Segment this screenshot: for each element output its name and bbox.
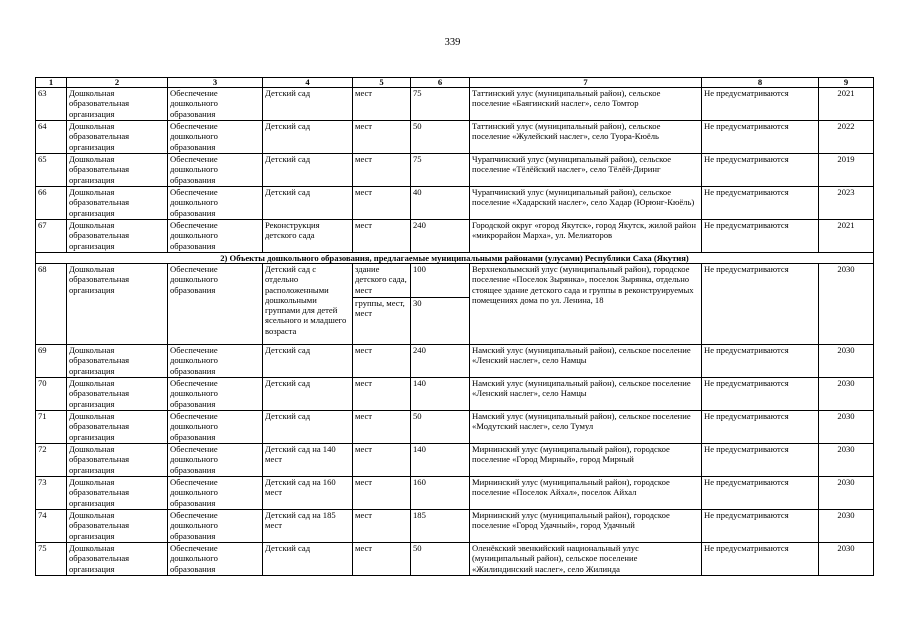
cell-text: мест: [355, 543, 373, 553]
cell-unit: [353, 477, 411, 510]
cell-text: 2030: [837, 444, 855, 454]
cell-implementation-year: [819, 411, 874, 444]
cell-text: Детский сад: [265, 187, 311, 197]
cell-object-name: [263, 220, 353, 253]
cell-text: Дошкольная образовательная организация: [69, 154, 130, 185]
cell-implementation-year: [819, 121, 874, 154]
cell-object-name: [263, 378, 353, 411]
cell-text: Детский сад на 140 мест: [265, 444, 336, 465]
column-header: 7: [470, 78, 702, 88]
cell-object-purpose: [168, 411, 263, 444]
cell-restricted-zones: [702, 510, 819, 543]
cell-capacity: [411, 264, 470, 345]
column-header: 4: [263, 78, 353, 88]
table-row: [36, 187, 874, 220]
cell-object-name: [263, 88, 353, 121]
table-row: [36, 378, 874, 411]
cell-object-type: [67, 187, 168, 220]
cell-text: Дошкольная образовательная организация: [69, 187, 130, 218]
cell-object-type: [67, 88, 168, 121]
cell-text: 69: [38, 345, 47, 355]
cell-object-name: [263, 154, 353, 187]
cell-text: мест: [355, 220, 373, 230]
cell-row-number: [36, 378, 67, 411]
cell-text: мест: [355, 121, 373, 131]
cell-text: 2022: [837, 121, 855, 131]
cell-row-number: 68: [36, 264, 67, 345]
cell-unit: [353, 264, 411, 345]
cell-capacity: [411, 411, 470, 444]
cell-location: [470, 88, 702, 121]
cell-text: 140: [413, 444, 426, 454]
cell-unit: [353, 345, 411, 378]
cell-text: Дошкольная образовательная организация: [69, 510, 130, 541]
cell-text: Оленёкский эвенкийский национальный улус (муниципальный район), сельское поселение «Жилиндинский наслег», село Жилинда: [472, 543, 639, 574]
cell-location: [470, 510, 702, 543]
cell-text: 50: [413, 543, 422, 553]
cell-text: Дошкольная образовательная организация: [69, 411, 130, 442]
cell-text: Обеспечение дошкольного образования: [170, 444, 218, 475]
section-row: [36, 253, 874, 264]
cell-restricted-zones: [702, 411, 819, 444]
cell-text: 2030: [837, 378, 855, 388]
cell-object-purpose: [168, 345, 263, 378]
cell-object-purpose: [168, 220, 263, 253]
cell-object-name: [263, 264, 353, 345]
cell-text: Не предусматриваются: [704, 88, 789, 98]
cell-restricted-zones: [702, 220, 819, 253]
cell-text: 2030: [837, 411, 855, 421]
cell-text: 2030: [837, 345, 855, 355]
cell-location: [470, 220, 702, 253]
cell-capacity: [411, 220, 470, 253]
column-header: 1: [36, 78, 67, 88]
cell-unit: [353, 187, 411, 220]
cell-row-number: [36, 154, 67, 187]
cell-text: Намский улус (муниципальный район), сельское поселение «Ленский наслег», село Намцы: [472, 378, 691, 399]
cell-restricted-zones: [702, 444, 819, 477]
cell-text: Дошкольная образовательная организация: [69, 345, 130, 376]
table-row: [36, 543, 874, 576]
cell-text: Обеспечение дошкольного образования: [170, 187, 218, 218]
cell-object-purpose: [168, 378, 263, 411]
cell-text: мест: [355, 510, 373, 520]
cell-implementation-year: [819, 543, 874, 576]
cell-location: [470, 411, 702, 444]
cell-text: 40: [413, 187, 422, 197]
cell-text: 2021: [837, 88, 855, 98]
cell-capacity-bottom: 30: [413, 298, 422, 308]
cell-restricted-zones: [702, 154, 819, 187]
column-header: 2: [67, 78, 168, 88]
cell-row-number: [36, 88, 67, 121]
cell-unit: [353, 220, 411, 253]
cell-text: Не предусматриваются: [704, 411, 789, 421]
cell-object-type: [67, 345, 168, 378]
cell-unit: [353, 543, 411, 576]
cell-restricted-zones: [702, 345, 819, 378]
cell-text: мест: [355, 345, 373, 355]
cell-location: [470, 187, 702, 220]
cell-text: 50: [413, 411, 422, 421]
cell-unit-bottom: группы, мест, мест: [355, 298, 405, 319]
cell-text: Не предусматриваются: [704, 187, 789, 197]
cell-text: 140: [413, 378, 426, 388]
cell-text: Дошкольная образовательная организация: [69, 444, 130, 475]
cell-object-name-bottom: дошкольными группами для детей ясельного и младшего возраста: [265, 294, 347, 336]
cell-text: Дошкольная образовательная организация: [69, 121, 130, 152]
cell-capacity: [411, 477, 470, 510]
cell-object-type: [67, 154, 168, 187]
cell-restricted-zones: [702, 121, 819, 154]
cell-text: 65: [38, 154, 47, 164]
cell-text: 2030: [837, 477, 855, 487]
table-row: [36, 345, 874, 378]
table-row: [36, 220, 874, 253]
cell-text: Мирнинский улус (муниципальный район), городское поселение «Поселок Айхал», поселок Айхал: [472, 477, 670, 498]
column-header-row: [36, 78, 874, 88]
cell-object-purpose: [168, 154, 263, 187]
cell-text: Не предусматриваются: [704, 220, 789, 230]
cell-object-purpose: [168, 543, 263, 576]
cell-implementation-year: [819, 345, 874, 378]
cell-text: 67: [38, 220, 47, 230]
cell-text: мест: [355, 154, 373, 164]
cell-text: Обеспечение дошкольного образования: [170, 378, 218, 409]
cell-object-name: [263, 444, 353, 477]
cell-text: мест: [355, 444, 373, 454]
cell-capacity: [411, 510, 470, 543]
cell-row-number: [36, 220, 67, 253]
cell-unit: [353, 411, 411, 444]
cell-object-type: [67, 378, 168, 411]
cell-row-number: [36, 444, 67, 477]
table-row: [36, 121, 874, 154]
cell-text: Не предусматриваются: [704, 444, 789, 454]
cell-text: 72: [38, 444, 47, 454]
table-row: [36, 510, 874, 543]
cell-text: 73: [38, 477, 47, 487]
cell-text: Дошкольная образовательная организация: [69, 378, 130, 409]
cell-capacity: [411, 88, 470, 121]
cell-object-name: [263, 543, 353, 576]
cell-text: Дошкольная образовательная организация: [69, 88, 130, 119]
cell-text: 71: [38, 411, 47, 421]
cell-location: [470, 378, 702, 411]
cell-unit-top: здание детского сада, мест: [353, 264, 410, 298]
cell-object-type: [67, 543, 168, 576]
cell-text: 240: [413, 345, 426, 355]
cell-location: [470, 444, 702, 477]
cell-object-purpose: [168, 510, 263, 543]
cell-text: Не предусматриваются: [704, 378, 789, 388]
cell-object-name: [263, 345, 353, 378]
cell-text: мест: [355, 378, 373, 388]
cell-object-name: [263, 477, 353, 510]
cell-restricted-zones: [702, 378, 819, 411]
cell-text: Не предусматриваются: [704, 510, 789, 520]
cell-unit: [353, 510, 411, 543]
cell-implementation-year: 2030: [819, 264, 874, 345]
cell-row-number: [36, 477, 67, 510]
cell-object-name-top: Детский сад с отдельно расположенными: [265, 264, 329, 295]
cell-text: Городской округ «город Якутск», город Якутск, жилой район «микрорайон Марха», ул. Мелиаторов: [472, 220, 696, 241]
cell-text: 240: [413, 220, 426, 230]
cell-capacity: [411, 378, 470, 411]
column-header: 6: [411, 78, 470, 88]
cell-object-purpose: [168, 121, 263, 154]
cell-text: Детский сад: [265, 411, 311, 421]
cell-implementation-year: [819, 444, 874, 477]
cell-unit: [353, 88, 411, 121]
table-row: [36, 444, 874, 477]
cell-object-type: [67, 220, 168, 253]
cell-text: Детский сад: [265, 543, 311, 553]
cell-text: 50: [413, 121, 422, 131]
cell-text: 63: [38, 88, 47, 98]
column-header: 9: [819, 78, 874, 88]
cell-text: Намский улус (муниципальный район), сельское поселение «Модутский наслег», село Тумул: [472, 411, 691, 432]
cell-implementation-year: [819, 187, 874, 220]
cell-object-type: Дошкольная образовательная организация: [67, 264, 168, 345]
cell-object-type: [67, 121, 168, 154]
cell-text: Детский сад: [265, 88, 311, 98]
cell-object-type: [67, 411, 168, 444]
cell-text: Таттинский улус (муниципальный район), сельское поселение «Жулейский наслег», село Туора-Кюёль: [472, 121, 661, 142]
cell-text: мест: [355, 88, 373, 98]
table-row: [36, 477, 874, 510]
cell-capacity: [411, 345, 470, 378]
table-row: [36, 264, 874, 345]
cell-text: мест: [355, 187, 373, 197]
cell-text: 2021: [837, 220, 855, 230]
cell-object-purpose: [168, 88, 263, 121]
cell-text: мест: [355, 477, 373, 487]
cell-text: Обеспечение дошкольного образования: [170, 477, 218, 508]
cell-text: Обеспечение дошкольного образования: [170, 543, 218, 574]
cell-row-number: [36, 510, 67, 543]
cell-text: Не предусматриваются: [704, 477, 789, 487]
cell-text: Не предусматриваются: [704, 345, 789, 355]
cell-capacity: [411, 543, 470, 576]
cell-object-name: [263, 121, 353, 154]
table-row: [36, 154, 874, 187]
cell-text: Чурапчинский улус (муниципальный район), сельское поселение «Хадарский наслег», село Хадар (Юрюнг-Кюёль): [472, 187, 695, 208]
cell-text: 64: [38, 121, 47, 131]
cell-text: 74: [38, 510, 47, 520]
cell-text: Детский сад на 160 мест: [265, 477, 336, 498]
cell-object-type: [67, 510, 168, 543]
cell-implementation-year: [819, 510, 874, 543]
cell-restricted-zones: Не предусматриваются: [702, 264, 819, 345]
cell-capacity: [411, 187, 470, 220]
column-header: 8: [702, 78, 819, 88]
cell-unit: [353, 444, 411, 477]
cell-text: мест: [355, 411, 373, 421]
column-header: 3: [168, 78, 263, 88]
cell-text: Обеспечение дошкольного образования: [170, 88, 218, 119]
cell-implementation-year: [819, 154, 874, 187]
cell-location: [470, 345, 702, 378]
cell-text: Таттинский улус (муниципальный район), сельское поселение «Баягинский наслег», село Томтор: [472, 88, 661, 109]
cell-text: Намский улус (муниципальный район), сельское поселение «Ленский наслег», село Намцы: [472, 345, 691, 366]
cell-text: Не предусматриваются: [704, 543, 789, 553]
cell-text: Мирнинский улус (муниципальный район), городское поселение «Город Мирный», город Мирный: [472, 444, 670, 465]
cell-row-number: [36, 187, 67, 220]
cell-implementation-year: [819, 378, 874, 411]
cell-capacity: [411, 154, 470, 187]
cell-text: 2019: [837, 154, 855, 164]
cell-text: Детский сад: [265, 154, 311, 164]
cell-object-name: [263, 510, 353, 543]
cell-text: 2030: [837, 543, 855, 553]
cell-object-name: [263, 411, 353, 444]
cell-restricted-zones: [702, 543, 819, 576]
cell-location: [470, 543, 702, 576]
cell-location: [470, 121, 702, 154]
cell-text: Обеспечение дошкольного образования: [170, 510, 218, 541]
cell-text: 70: [38, 378, 47, 388]
table-row: [36, 88, 874, 121]
cell-text: Чурапчинский улус (муниципальный район), сельское поселение «Тёлёйский наслег», село Тёлёй-Диринг: [472, 154, 672, 175]
cell-object-purpose: Обеспечение дошкольного образования: [168, 264, 263, 345]
cell-object-purpose: [168, 187, 263, 220]
cell-object-name: [263, 187, 353, 220]
table-row: [36, 411, 874, 444]
section-title: 2) Объекты дошкольного образования, предлагаемые муниципальными районами (улусами) Республики Саха (Якутия): [36, 253, 874, 264]
cell-text: Детский сад: [265, 121, 311, 131]
cell-text: Детский сад: [265, 345, 311, 355]
cell-implementation-year: [819, 220, 874, 253]
cell-restricted-zones: [702, 187, 819, 220]
cell-row-number: [36, 543, 67, 576]
cell-object-purpose: [168, 477, 263, 510]
column-header: 5: [353, 78, 411, 88]
cell-text: Мирнинский улус (муниципальный район), городское поселение «Город Удачный», город Удачный: [472, 510, 670, 531]
cell-text: Реконструкция детского сада: [265, 220, 320, 241]
cell-object-purpose: [168, 444, 263, 477]
cell-text: Дошкольная образовательная организация: [69, 543, 130, 574]
cell-text: Не предусматриваются: [704, 121, 789, 131]
cell-text: 185: [413, 510, 426, 520]
cell-text: 75: [38, 543, 47, 553]
cell-row-number: [36, 121, 67, 154]
cell-capacity: [411, 444, 470, 477]
cell-location: Верхнеколымский улус (муниципальный район), городское поселение «Поселок Зырянка», поселок Зырянка, отдельно стоящее здание детского сада и группы в реконструируемых помещениях дома по ул. Ленина, 18: [470, 264, 702, 345]
cell-unit: [353, 121, 411, 154]
cell-unit: [353, 378, 411, 411]
cell-text: 2023: [837, 187, 855, 197]
cell-text: 160: [413, 477, 426, 487]
cell-text: 75: [413, 154, 422, 164]
cell-location: [470, 154, 702, 187]
cell-text: Детский сад: [265, 378, 311, 388]
cell-text: 2030: [837, 510, 855, 520]
cell-text: Обеспечение дошкольного образования: [170, 345, 218, 376]
cell-implementation-year: [819, 88, 874, 121]
cell-capacity-top: 100: [411, 264, 469, 298]
cell-unit: [353, 154, 411, 187]
cell-text: Дошкольная образовательная организация: [69, 477, 130, 508]
cell-text: Не предусматриваются: [704, 154, 789, 164]
cell-implementation-year: [819, 477, 874, 510]
cell-text: Обеспечение дошкольного образования: [170, 411, 218, 442]
page-number: 339: [444, 37, 461, 48]
cell-restricted-zones: [702, 88, 819, 121]
cell-text: Обеспечение дошкольного образования: [170, 154, 218, 185]
cell-row-number: [36, 345, 67, 378]
cell-text: Детский сад на 185 мест: [265, 510, 336, 531]
cell-restricted-zones: [702, 477, 819, 510]
cell-capacity: [411, 121, 470, 154]
cell-object-type: [67, 444, 168, 477]
cell-text: 66: [38, 187, 47, 197]
cell-row-number: [36, 411, 67, 444]
cell-text: Обеспечение дошкольного образования: [170, 220, 218, 251]
cell-text: 75: [413, 88, 422, 98]
cell-location: [470, 477, 702, 510]
cell-object-type: [67, 477, 168, 510]
cell-text: Обеспечение дошкольного образования: [170, 121, 218, 152]
objects-table: [35, 77, 874, 576]
cell-text: Дошкольная образовательная организация: [69, 220, 130, 251]
